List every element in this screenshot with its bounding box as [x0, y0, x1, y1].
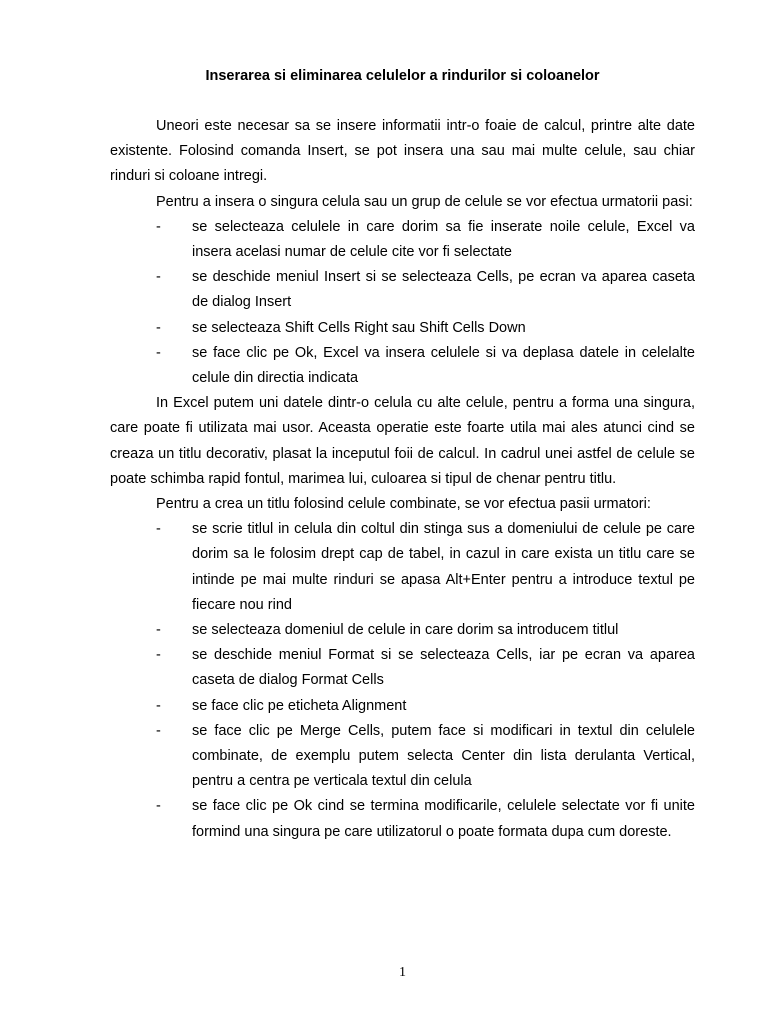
- list-item: [110, 316, 695, 341]
- bullet-dash: -: [156, 647, 161, 664]
- list-item: [110, 265, 695, 315]
- bullet-dash: -: [156, 269, 161, 286]
- list-item-text: se face clic pe Ok, Excel va insera celulele si va deplasa datele in celelalte celule din directia indicata: [192, 344, 695, 387]
- list-item: [110, 794, 695, 844]
- bullet-dash: -: [156, 798, 161, 815]
- bullet-dash: -: [156, 722, 161, 739]
- bullet-dash: -: [156, 622, 161, 639]
- list-item-text: se face clic pe Ok cind se termina modificarile, celulele selectate vor fi unite formind una singura pe care utilizatorul o poate formata dupa cum doreste.: [192, 798, 695, 840]
- list-item-text: se face clic pe Merge Cells, putem face si modificari in textul din celulele combinate, de exemplu putem selecta Center din lista derulanta Vertical, pentru a centra pe verticala textul din celula: [192, 722, 695, 790]
- list-item: [110, 215, 695, 265]
- list-item-text: se selecteaza celulele in care dorim sa fie inserate noile celule, Excel va insera acelasi numar de celule cite vor fi selectate: [192, 218, 695, 261]
- page-number: 1: [399, 965, 406, 980]
- bullet-dash: -: [156, 521, 161, 538]
- page-title: Inserarea si eliminarea celulelor a rindurilor si coloanelor: [205, 68, 600, 84]
- title-steps-list: [110, 517, 695, 845]
- list-item: [110, 719, 695, 795]
- list-item-text: se deschide meniul Insert si se selecteaza Cells, pe ecran va aparea caseta de dialog Insert: [192, 269, 695, 311]
- list-item-text: se selecteaza domeniul de celule in care dorim sa introducem titlul: [192, 622, 619, 639]
- list-item: [110, 643, 695, 693]
- bullet-dash: -: [156, 319, 161, 336]
- insert-steps-list: [110, 215, 695, 391]
- list-item: [110, 694, 695, 719]
- document-body: [110, 114, 695, 845]
- list-item: [110, 618, 695, 643]
- list-item-text: se scrie titlul in celula din coltul din stinga sus a domeniului de celule pe care dorim sa le folosim drept cap de tabel, in cazul in care exista un titlu care se intinde pe mai multe rinduri se apasa Alt+Enter pentru a introduce textul pe fiecare nou rind: [192, 521, 695, 613]
- paragraph-insert-steps: Pentru a insera o singura celula sau un grup de celule se vor efectua urmatorii pasi:: [156, 193, 693, 210]
- list-item-text: se face clic pe eticheta Alignment: [192, 697, 407, 714]
- paragraph-intro: Uneori este necesar sa se insere informatii intr-o foaie de calcul, printre alte date existente. Folosind comanda Insert, se pot insera una sau mai multe celule, sau chiar rinduri si coloane intregi.: [110, 118, 695, 185]
- bullet-dash: -: [156, 697, 161, 714]
- list-item-text: se deschide meniul Format si se selecteaza Cells, iar pe ecran va aparea caseta de dialog Format Cells: [192, 647, 695, 689]
- bullet-dash: -: [156, 344, 161, 361]
- paragraph-title-steps: Pentru a crea un titlu folosind celule combinate, se vor efectua pasii urmatori:: [156, 496, 651, 513]
- list-item-text: se selecteaza Shift Cells Right sau Shift Cells Down: [192, 319, 526, 336]
- list-item: [110, 517, 695, 618]
- bullet-dash: -: [156, 218, 161, 235]
- list-item: [110, 341, 695, 391]
- paragraph-merge-cells: In Excel putem uni datele dintr-o celula cu alte celule, pentru a forma una singura, care poate fi utilizata mai usor. Aceasta operatie este foarte utila mai ales atunci cind se creaza un titlu decorativ, plasat la inceputul foii de calcul. In cadrul unei astfel de celule se poate schimba rapid fontul, marimea lui, culoarea si tipul de chenar pentru titlu.: [110, 395, 695, 487]
- document-page: [110, 0, 695, 1024]
